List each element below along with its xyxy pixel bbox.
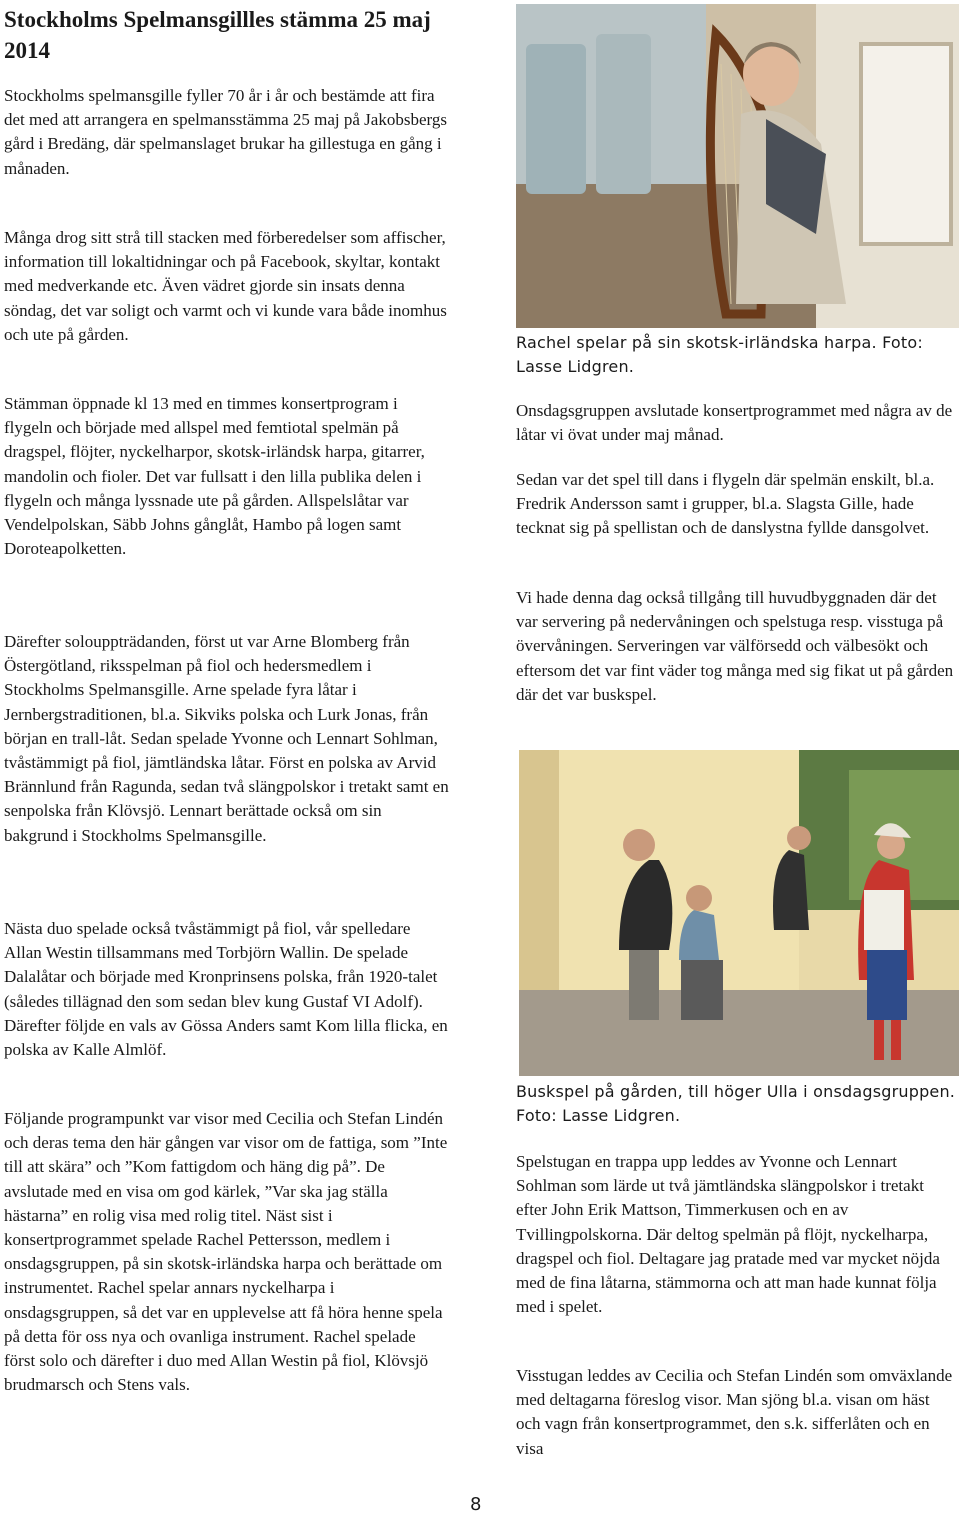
paragraph-spelstugan: Spelstugan en trappa upp leddes av Yvonne och Lennart Sohlman som lärde ut två jämtländska slängpolskor i tretakt efter John Erik Mattson, Timmerkusen och en av Tvillingpolskorna. Där deltog spelmän på flöjt, nyckelharpa, dragspel och fiol. Deltagare jag pratade med var mycket nöjda med de fina låtarna, stämmorna och att man hade kunnat följa med i spelet. — [516, 1152, 940, 1317]
harp-photo-image — [516, 4, 959, 328]
buskspel-caption: Buskspel på gården, till höger Ulla i onsdagsgruppen. Foto: Lasse Lidgren. — [516, 1082, 956, 1125]
page-title: Stockholms Spelmansgillles stämma 25 maj 2014 — [4, 7, 431, 63]
buskspel-photo-image — [519, 750, 959, 1076]
paragraph-dance: Sedan var det spel till dans i flygeln där spelmän enskilt, bl.a. Fredrik Andersson samt i grupper, bl.a. Slagsta Gille, hade tecknat sig på spellistan och de danslystna fyllde dansgolvet. — [516, 470, 935, 538]
buskspel-photo — [519, 750, 959, 1076]
page-number: 8 — [470, 1494, 482, 1515]
paragraph-opening: Stämman öppnade kl 13 med en timmes konsertprogram i flygeln och började med allspel med femtiotal spelmän på dragspel, flöjter, nyckelharpor, skotsk-irländsk harpa, gitarrer, mandolin och fioler. Det var fullsatt i den lilla publika delen i flygeln och många lyssnade ute på gården. Allspelslåtar var Vendelpolskan, Säbb Johns gånglåt, Hambo på logen samt Doroteapolketten. — [4, 394, 425, 559]
paragraph-intro: Stockholms spelmansgille fyller 70 år i år och bestämde att fira det med att arrangera en spelmansstämma 25 maj på Jakobsbergs gård i Bredäng, där spelmanslaget brukar ha gillestuga en gång i månaden. — [4, 86, 447, 178]
paragraph-solo: Därefter solouppträdanden, först ut var Arne Blomberg från Östergötland, riksspelman på fiol och hedersmedlem i Stockholms Spelmansgille. Arne spelade fyra låtar i Jernbergstraditionen, bl.a. Sikviks polska och Lurk Jonas, från början en trall-låt. Sedan spelade Yvonne och Lennart Sohlman, tvåstämmigt på fiol, jämtländska låtar. Först en polska av Arvid Brännlund från Ragunda, sedan två slängpolskor i tretakt samt en senpolska från Klövsjö. Lennart berättade också om sin bakgrund i Stockholms Spelmansgille. — [4, 632, 449, 845]
paragraph-visor: Följande programpunkt var visor med Cecilia och Stefan Lindén och deras tema den här gången var visor om de fattiga, som ”Inte till att skära” och ”Kom fattigdom och häng dig på”. De avslutade med en visa om god kärlek, ”Var ska jag ställa hästarna” en rolig visa med rolig titel. Näst sist i konsertprogrammet spelade Rachel Pettersson, medlem i onsdagsgruppen, på sin skotsk-irländska harpa och berättade om instrumentet. Rachel spelar annars nyckelharpa i onsdagsgruppen, så det var en upplevelse att få höra henne spela på detta för oss nya och ovanliga instrument. Rachel spelade först solo och därefter i duo med Allan Westin på fiol, Klövsjö brudmarsch och Stens vals. — [4, 1109, 448, 1395]
paragraph-onsdagsgruppen: Onsdagsgruppen avslutade konsertprogrammet med några av de låtar vi övat under maj månad. — [516, 401, 953, 445]
paragraph-serving: Vi hade denna dag också tillgång till huvudbyggnaden där det var servering på nedervåningen och spelstuga resp. visstuga på övervåningen. Serveringen var välförsedd och välbesökt och eftersom det var fint väder tog många med sig fikat ut på gården där det var buskspel. — [516, 588, 954, 704]
harp-photo — [516, 4, 959, 328]
paragraph-preparations: Många drog sitt strå till stacken med förberedelser som affischer, information till lokaltidningar och på Facebook, skyltar, kontakt med medverkande etc. Även vädret gjorde sin insats denna söndag, det var soligt och varmt och vi kunde vara både inomhus och ute på gården. — [4, 228, 447, 344]
harp-caption: Rachel spelar på sin skotsk-irländska harpa. Foto: Lasse Lidgren. — [516, 333, 923, 376]
paragraph-visstugan: Visstugan leddes av Cecilia och Stefan Lindén som omväxlande med deltagarna föreslog visor. Man sjöng bl.a. visan om häst och vagn från konsertprogrammet, den s.k. sifferlåten och en visa — [516, 1366, 953, 1458]
paragraph-duo: Nästa duo spelade också tvåstämmigt på fiol, vår spelledare Allan Westin tillsammans med Torbjörn Wallin. De spelade Dalalåtar och började med Kronprinsens polska, från 1920-talet (således tillägnad den som sedan blev kung Gustaf VI Adolf). Därefter följde en vals av Gössa Anders samt Kom lilla flicka, en polska av Kalle Almlöf. — [4, 919, 448, 1060]
